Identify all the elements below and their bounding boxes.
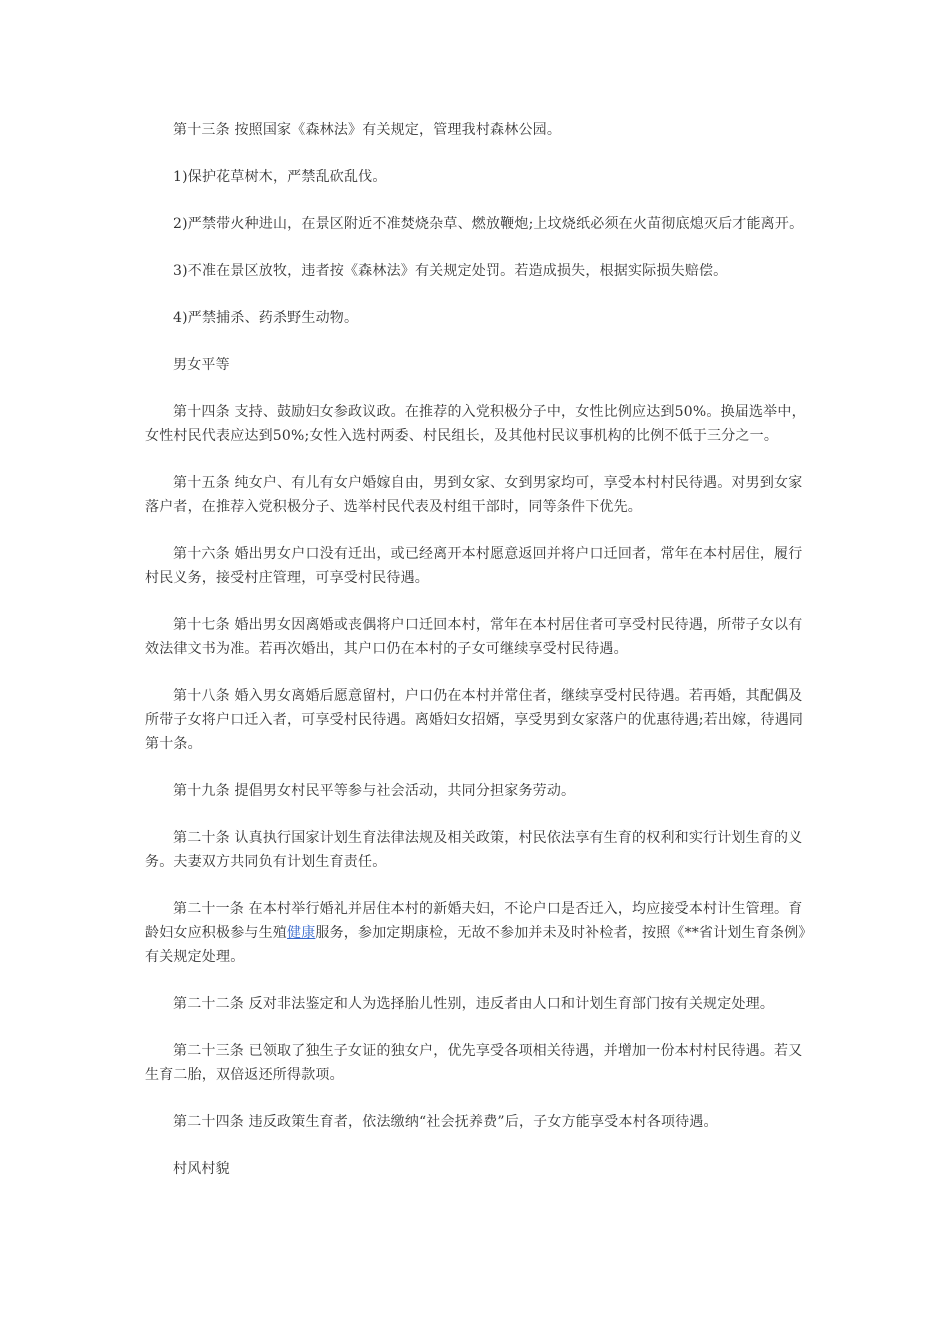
article-13-item-3: 3)不准在景区放牧，违者按《森林法》有关规定处罚。若造成损失，根据实际损失赔偿。	[173, 263, 728, 279]
document-body	[145, 118, 810, 1181]
article-22: 第二十二条 反对非法鉴定和人为选择胎儿性别，违反者由人口和计划生育部门按有关规定处理。	[173, 996, 775, 1012]
article-13-item-1: 1)保护花草树木，严禁乱砍乱伐。	[173, 169, 387, 185]
article-13-item-4: 4)严禁捕杀、药杀野生动物。	[173, 310, 359, 326]
article-19: 第十九条 提倡男女村民平等参与社会活动，共同分担家务劳动。	[173, 783, 576, 799]
article-14: 第十四条 支持、鼓励妇女参政议政。在推荐的入党积极分子中，女性比例应达到50%。换届选举中，女性村民代表应达到50%;女性入选村两委、村民组长，及其他村民议事机构的比例不低于三分之一。	[145, 404, 806, 444]
article-23: 第二十三条 已领取了独生子女证的独女户，优先享受各项相关待遇，并增加一份本村村民待遇。若又生育二胎，双倍返还所得款项。	[145, 1043, 803, 1083]
article-18: 第十八条 婚入男女离婚后愿意留村，户口仍在本村并常住者，继续享受村民待遇。若再婚，其配偶及所带子女将户口迁入者，可享受村民待遇。离婚妇女招婿，享受男到女家落户的优惠待遇;若出嫁，待遇同第十条。	[145, 688, 804, 752]
article-13: 第十三条 按照国家《森林法》有关规定，管理我村森林公园。	[173, 122, 562, 138]
article-20: 第二十条 认真执行国家计划生育法律法规及相关政策，村民依法享有生育的权利和实行计划生育的义务。夫妻双方共同负有计划生育责任。	[145, 830, 803, 870]
article-16: 第十六条 婚出男女户口没有迁出，或已经离开本村愿意返回并将户口迁回者，常年在本村居住，履行村民义务，接受村庄管理，可享受村民待遇。	[145, 546, 803, 586]
article-24: 第二十四条 违反政策生育者，依法缴纳“社会抚养费”后，子女方能享受本村各项待遇。	[173, 1114, 718, 1130]
section-heading-equality: 男女平等	[173, 357, 230, 373]
article-21-text-start: 第二十一条 在本村举行婚礼并居住本村的新婚夫妇，不论户口是否迁入，均应接受本村计生管理。育龄妇女应积极参与生殖	[145, 901, 803, 941]
article-17: 第十七条 婚出男女因离婚或丧偶将户口迁回本村，常年在本村居住者可享受村民待遇，所带子女以有效法律文书为准。若再次婚出，其户口仍在本村的子女可继续享受村民待遇。	[145, 617, 803, 657]
article-21-text-end: 服务，参加定期康检，无故不参加并未及时补检者，按照《**省计划生育条例》有关规定处理。	[145, 925, 806, 965]
health-link[interactable]: 健康	[287, 925, 316, 941]
article-15: 第十五条 纯女户、有儿有女户婚嫁自由，男到女家、女到男家均可，享受本村村民待遇。对男到女家落户者，在推荐入党积极分子、选举村民代表及村组干部时，同等条件下优先。	[145, 475, 803, 515]
section-heading-village: 村风村貌	[173, 1161, 230, 1177]
article-13-item-2: 2)严禁带火种进山，在景区附近不准焚烧杂草、燃放鞭炮;上坟烧纸必须在火苗彻底熄灭后才能离开。	[173, 216, 804, 232]
article-21	[145, 897, 810, 969]
